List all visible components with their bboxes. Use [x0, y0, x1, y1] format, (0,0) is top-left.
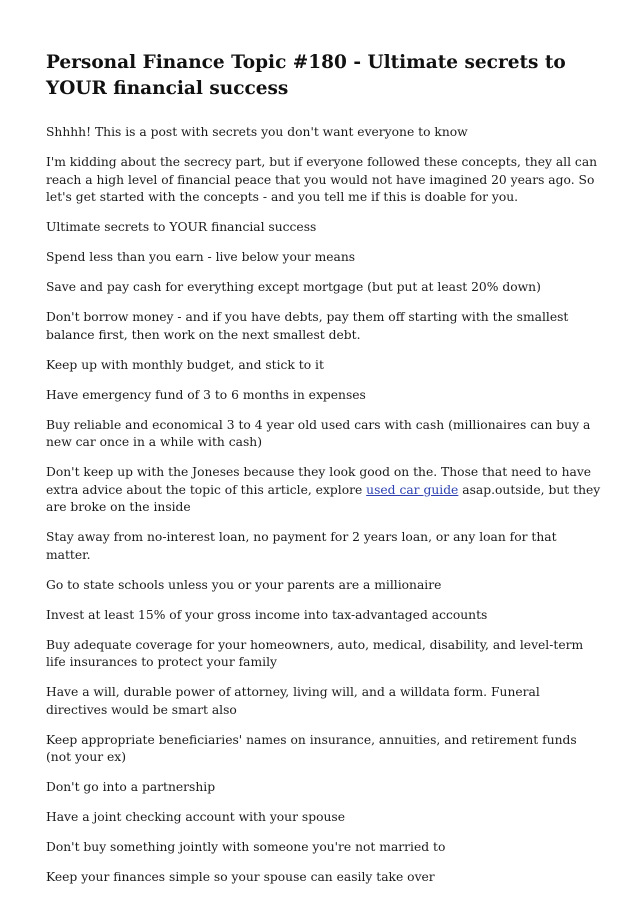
paragraph-jointly: Don't buy something jointly with someone you're not married to — [46, 840, 446, 854]
paragraph-beneficiaries: Keep appropriate beneficiaries' names on insurance, annuities, and retirement funds (not your ex) — [46, 732, 577, 764]
paragraph-budget: Keep up with monthly budget, and stick to it — [46, 357, 324, 372]
document-page — [46, 50, 602, 899]
paragraph-intro: Shhhh! This is a post with secrets you don't want everyone to know — [46, 125, 468, 139]
joneses-text-after: asap.outside, but they are broke on the inside — [46, 482, 601, 514]
paragraph-kidding: I'm kidding about the secrecy part, but if everyone followed these concepts, they all can reach a high level of financial peace that you would not have imagined 20 years ago. So let's get started with the concepts - and you tell me if this is doable for you. — [46, 155, 598, 204]
paragraph-insurance: Buy adequate coverage for your homeowners, auto, medical, disability, and level-term life insurances to protect your family — [46, 637, 584, 669]
paragraph-save-cash: Save and pay cash for everything except mortgage (but put at least 20% down) — [46, 280, 541, 294]
page-title: Personal Finance Topic #180 - Ultimate secrets to YOUR financial success — [46, 52, 566, 99]
paragraph-joint-checking: Have a joint checking account with your spouse — [46, 810, 345, 824]
joneses-text-before: Don't keep up with the Joneses because they look good on the. Those that need to have extra advice about the topic of this article, explore — [46, 465, 592, 497]
paragraph-simple-finances: Keep your finances simple so your spouse can easily take over — [46, 870, 435, 884]
paragraph-state-schools: Go to state schools unless you or your parents are a millionaire — [46, 577, 442, 592]
used-car-guide-link[interactable]: used car guide — [366, 482, 459, 497]
paragraph-no-borrow: Don't borrow money - and if you have debts, pay them off starting with the smallest balance first, then work on the next smallest debt. — [46, 310, 569, 342]
paragraph-joneses — [46, 464, 602, 517]
paragraph-used-cars: Buy reliable and economical 3 to 4 year old used cars with cash (millionaires can buy a new car once in a while with cash) — [46, 417, 591, 449]
paragraph-will: Have a will, durable power of attorney, living will, and a willdata form. Funeral directives would be smart also — [46, 685, 540, 717]
paragraph-emergency-fund: Have emergency fund of 3 to 6 months in expenses — [46, 387, 366, 402]
paragraph-invest: Invest at least 15% of your gross income into tax-advantaged accounts — [46, 607, 488, 622]
paragraph-no-interest: Stay away from no-interest loan, no payment for 2 years loan, or any loan for that matter. — [46, 530, 557, 562]
paragraph-spend-less: Spend less than you earn - live below your means — [46, 250, 356, 264]
paragraph-subheading: Ultimate secrets to YOUR financial success — [46, 220, 317, 234]
paragraph-partnership: Don't go into a partnership — [46, 780, 216, 794]
